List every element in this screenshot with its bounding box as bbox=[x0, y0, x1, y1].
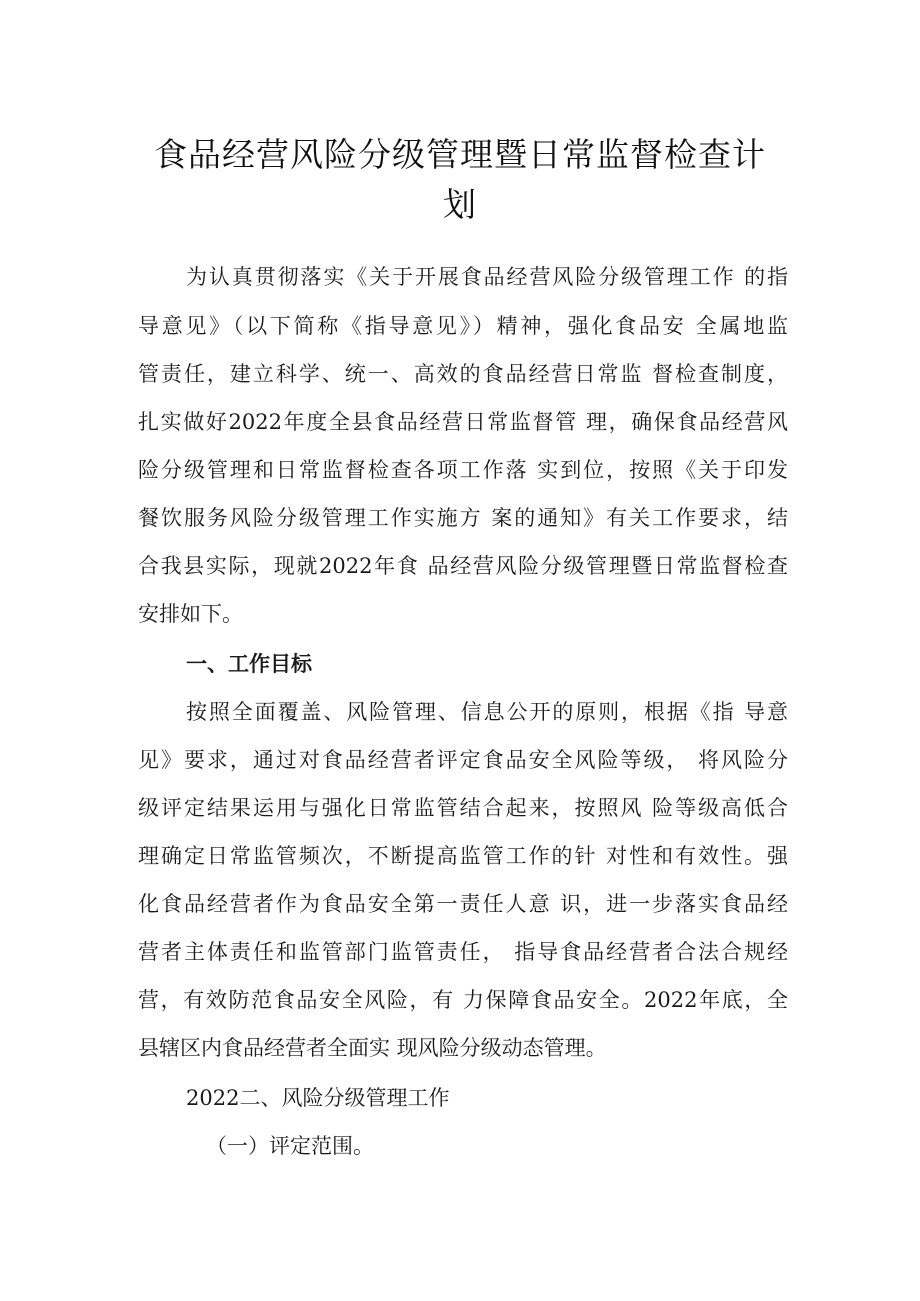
subsection-heading-scope: （一）评定范围。 bbox=[206, 1134, 374, 1158]
intro-paragraph-line: 安排如下。 bbox=[138, 602, 243, 626]
section1-paragraph-line: 级评定结果运用与强化日常监管结合起来，按照风 险等级高低合 bbox=[138, 796, 788, 820]
section-heading-work-goals: 一、工作目标 bbox=[186, 652, 312, 676]
section1-paragraph-line: 理确定日常监管频次，不断提高监管工作的针 对性和有效性。强 bbox=[138, 844, 788, 868]
section1-paragraph-line: 营，有效防范食品安全风险，有 力保障食品安全。2022年底，全 bbox=[138, 988, 788, 1012]
section-heading-risk-grading: 2022二、风险分级管理工作 bbox=[186, 1086, 450, 1110]
intro-paragraph-line: 导意见》（以下简称《指导意见》）精神，强化食品安 全属地监 bbox=[138, 314, 788, 338]
section1-paragraph-line: 营者主体责任和监管部门监管责任， 指导食品经营者合法合规经 bbox=[138, 940, 788, 964]
section1-paragraph-line: 按照全面覆盖、风险管理、信息公开的原则，根据《指 导意 bbox=[186, 700, 788, 724]
document-title-line-1: 食品经营风险分级管理暨日常监督检查计 bbox=[154, 135, 766, 174]
section1-paragraph-line: 见》要求，通过对食品经营者评定食品安全风险等级， 将风险分 bbox=[138, 748, 788, 772]
intro-paragraph-line: 为认真贯彻落实《关于开展食品经营风险分级管理工作 的指 bbox=[186, 265, 788, 289]
intro-paragraph-line: 合我县实际，现就2022年食 品经营风险分级管理暨日常监督检查 bbox=[138, 554, 788, 578]
intro-paragraph-line: 险分级管理和日常监督检查各项工作落 实到位，按照《关于印发 bbox=[138, 458, 788, 482]
intro-paragraph-line: 餐饮服务风险分级管理工作实施方 案的通知》有关工作要求，结 bbox=[138, 506, 788, 530]
document-title-line-2: 划 bbox=[443, 185, 477, 224]
intro-paragraph-line: 扎实做好2022年度全县食品经营日常监督管 理，确保食品经营风 bbox=[138, 410, 788, 434]
intro-paragraph-line: 管责任，建立科学、统一、高效的食品经营日常监 督检查制度， bbox=[138, 362, 788, 386]
section1-paragraph-line: 化食品经营者作为食品安全第一责任人意 识，进一步落实食品经 bbox=[138, 892, 788, 916]
section1-paragraph-line: 县辖区内食品经营者全面实 现风险分级动态管理。 bbox=[138, 1036, 607, 1060]
